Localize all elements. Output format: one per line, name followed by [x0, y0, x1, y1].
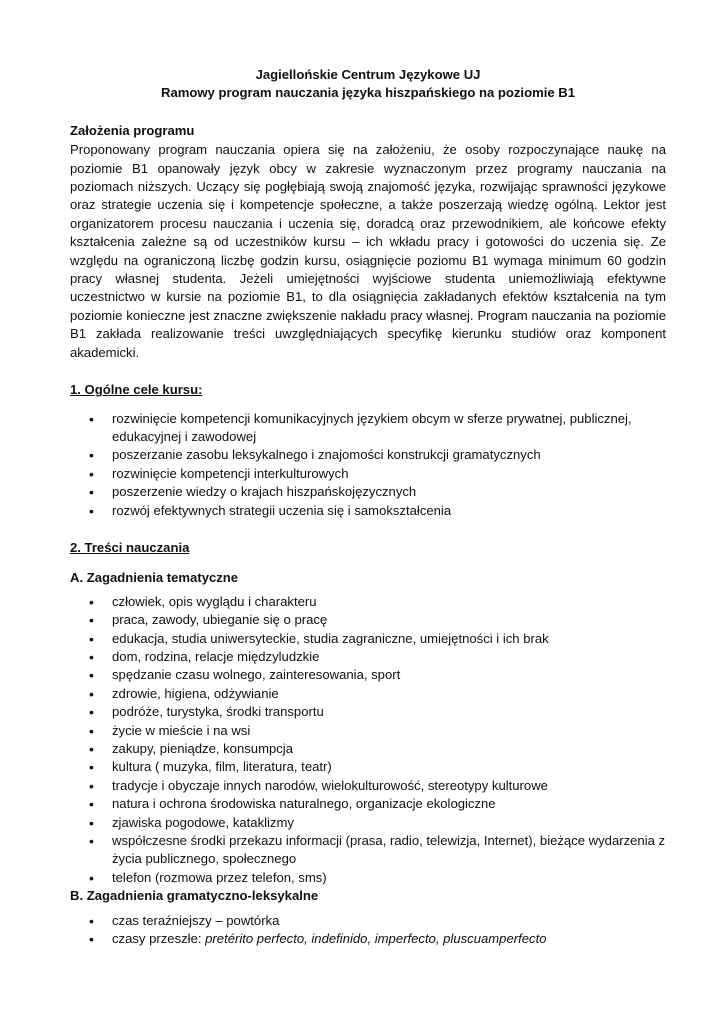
- list-item: • człowiek, opis wyglądu i charakteru: [70, 593, 666, 611]
- grammar-list: [70, 912, 666, 949]
- institution-title: Jagiellońskie Centrum Językowe UJ: [255, 67, 481, 82]
- assumptions-heading: Założenia programu: [70, 122, 195, 138]
- tenses-values: pretérito perfecto, indefinido, imperfecto, pluscuamperfecto: [205, 931, 547, 947]
- list-item: [70, 930, 666, 948]
- tenses-label: czasy przeszłe:: [112, 931, 206, 947]
- list-item: • telefon (rozmowa przez telefon, sms): [70, 869, 666, 887]
- grammar-heading: B. Zagadnienia gramatyczno-leksykalne: [70, 888, 319, 904]
- thematic-list: [70, 593, 666, 888]
- list-item: • rozwój efektywnych strategii uczenia się i samokształcenia: [70, 502, 666, 520]
- list-item: • dom, rodzina, relacje międzyludzkie: [70, 648, 666, 666]
- list-item: • czas teraźniejszy – powtórka: [70, 912, 666, 930]
- content-heading: 2. Treści nauczania: [70, 539, 190, 555]
- thematic-heading: A. Zagadnienia tematyczne: [70, 570, 239, 586]
- program-title: Ramowy program nauczania języka hiszpańskiego na poziomie B1: [160, 85, 576, 101]
- list-item: • poszerzenie wiedzy o krajach hiszpańskojęzycznych: [70, 483, 666, 501]
- list-item: • poszerzanie zasobu leksykalnego i znajomości konstrukcji gramatycznych: [70, 446, 666, 464]
- list-item: • praca, zawody, ubieganie się o pracę: [70, 611, 666, 629]
- list-item: • zjawiska pogodowe, kataklizmy: [70, 814, 666, 832]
- goals-heading: 1. Ogólne cele kursu:: [70, 382, 203, 398]
- list-item: • współczesne środki przekazu informacji (prasa, radio, telewizja, Internet), bieżące wydarzenia z życia publicznego, społecznego: [70, 832, 666, 869]
- list-item: • rozwinięcie kompetencji komunikacyjnych językiem obcym w sferze prywatnej, publicznej, edukacyjnej i zawodowej: [70, 410, 666, 447]
- list-item: • natura i ochrona środowiska naturalnego, organizacje ekologiczne: [70, 795, 666, 813]
- assumptions-paragraph: Proponowany program nauczania opiera się na założeniu, że osoby rozpoczynające naukę na poziomie B1 opanowały język obcy w zakresie wyznaczonym przez programy nauczania na poziomach niższych. Uczący się pogłębiają swoją znajomość języka, rozwijając sprawności językowe oraz strategie uczenia się i kompetencje społeczne, a także poszerzają wiedzę ogólną. Lektor jest organizatorem procesu nauczania i uczenia się, doradcą oraz przewodnikiem, ale końcowe efekty kształcenia zależne są od uczestników kursu – ich wkładu pracy i gotowości do uczenia się. Ze względu na ograniczoną liczbę godzin kursu, osiągnięcie poziomu B1 wymaga minimum 60 godzin pracy własnej studenta. Jeżeli umiejętności wyjściowe studenta uniemożliwiają efektywne uczestnictwo w kursie na poziomie B1, to dla osiągnięcia zakładanych efektów kształcenia na tym poziomie konieczne jest znaczne zwiększenie nakładu pracy własnej. Program nauczania na poziomie B1 zakłada realizowanie treści uwzględniających specyfikę kierunku studiów oraz komponent akademicki.: [70, 142, 666, 360]
- list-item: • życie w mieście i na wsi: [70, 722, 666, 740]
- list-item: • zakupy, pieniądze, konsumpcja: [70, 740, 666, 758]
- list-item: • zdrowie, higiena, odżywianie: [70, 685, 666, 703]
- list-item: • spędzanie czasu wolnego, zainteresowania, sport: [70, 666, 666, 684]
- document-page: [70, 66, 666, 948]
- goals-list: [70, 410, 666, 520]
- list-item: • podróże, turystyka, środki transportu: [70, 703, 666, 721]
- list-item: • rozwinięcie kompetencji interkulturowych: [70, 465, 666, 483]
- list-item: • edukacja, studia uniwersyteckie, studia zagraniczne, umiejętności i ich brak: [70, 630, 666, 648]
- list-item: • kultura ( muzyka, film, literatura, teatr): [70, 758, 666, 776]
- list-item: • tradycje i obyczaje innych narodów, wielokulturowość, stereotypy kulturowe: [70, 777, 666, 795]
